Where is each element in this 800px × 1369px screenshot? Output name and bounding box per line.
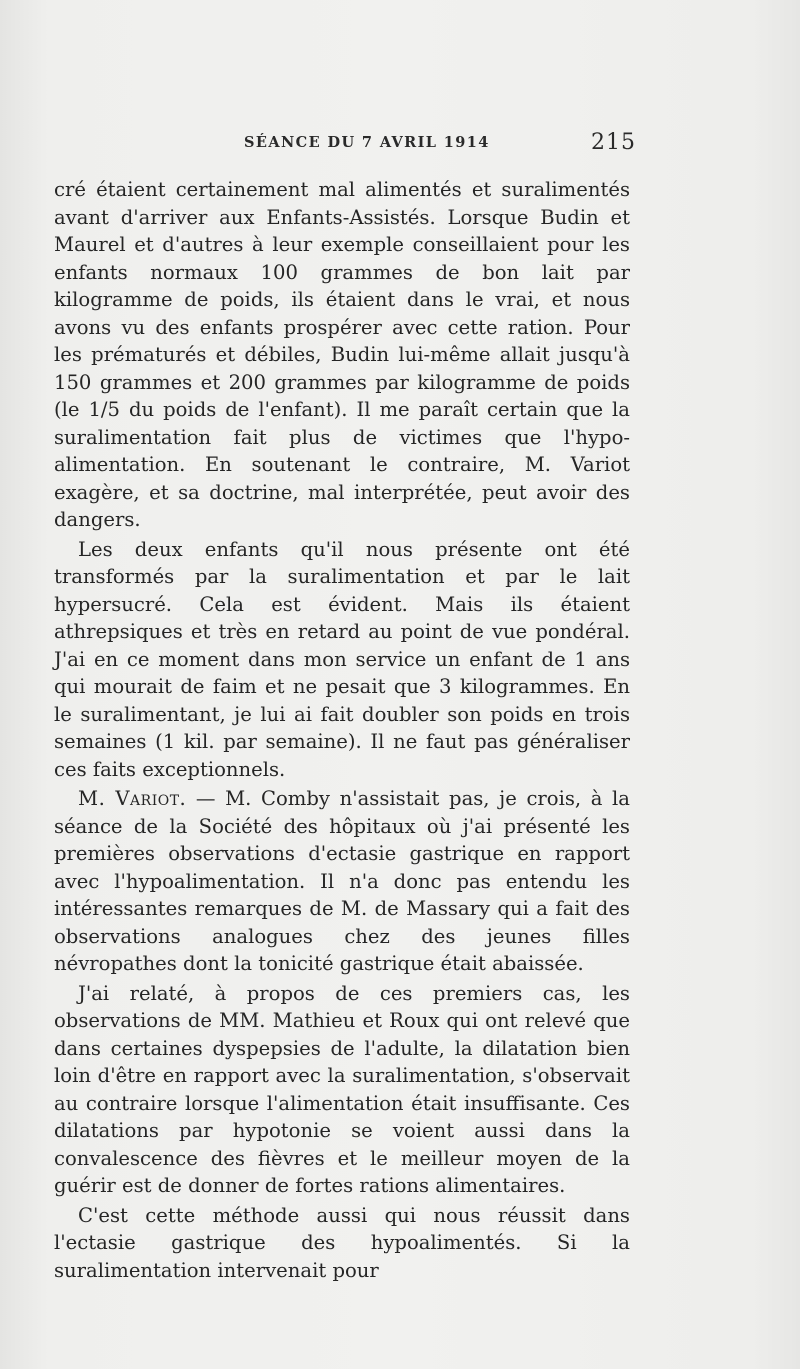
paragraph-speaker [54, 785, 630, 978]
speaker-name: M. Variot. [78, 787, 187, 810]
body-text [54, 176, 630, 1284]
running-title: SÉANCE DU 7 AVRIL 1914 [244, 134, 490, 151]
paragraph: C'est cette méthode aussi qui nous réussit dans l'ectasie gastrique des hypoalimentés. Si la suralimentation intervenait pour [54, 1203, 630, 1282]
paragraph-continuation: cré étaient certainement mal alimentés et suralimentés avant d'arriver aux Enfants-Assistés. Lorsque Budin et Maurel et d'autres à leur exemple conseillaient pour les enfants normaux 100 grammes de bon lait par kilogramme de poids, ils étaient dans le vrai, et nous avons vu des enfants prospérer avec cette ration. Pour les prématurés et débiles, Budin lui-même allait jusqu'à 150 grammes et 200 grammes par kilogramme de poids (le 1/5 du poids de l'enfant). Il me paraît certain que la suralimentation fait plus de victimes que l'hypo-alimentation. En soutenant le contraire, M. Variot exagère, et sa doctrine, mal interprétée, peut avoir des dangers. [54, 178, 630, 531]
paragraph: J'ai relaté, à propos de ces premiers cas, les observations de MM. Mathieu et Roux qui ont relevé que dans certaines dyspepsies de l'adulte, la dilatation bien loin d'être en rapport avec la suralimentation, s'observait au contraire lorsque l'alimentation était insuffisante. Ces dilatations par hypotonie se voient aussi dans la convalescence des fièvres et le meilleur moyen de la guérir est de donner de fortes rations alimentaires. [54, 981, 630, 1197]
page-number: 215 [591, 130, 636, 155]
paragraph: Les deux enfants qu'il nous présente ont été transformés par la suralimentation et par le lait hypersucré. Cela est évident. Mais ils étaient athrepsiques et très en retard au point de vue pondéral. J'ai en ce moment dans mon service un enfant de 1 ans qui mourait de faim et ne pesait que 3 kilogrammes. En le suralimentant, je lui ai fait doubler son poids en trois semaines (1 kil. par semaine). Il ne faut pas généraliser ces faits exceptionnels. [54, 537, 630, 781]
speaker-text: — M. Comby n'assistait pas, je crois, à la séance de la Société des hôpitaux où j'ai présenté les premières observations d'ectasie gastrique en rapport avec l'hypoalimentation. Il n'a donc pas entendu les intéressantes remarques de M. de Massary qui a fait des observations analogues chez des jeunes filles névropathes dont la tonicité gastrique était abaissée. [54, 787, 630, 975]
running-head [54, 130, 636, 164]
